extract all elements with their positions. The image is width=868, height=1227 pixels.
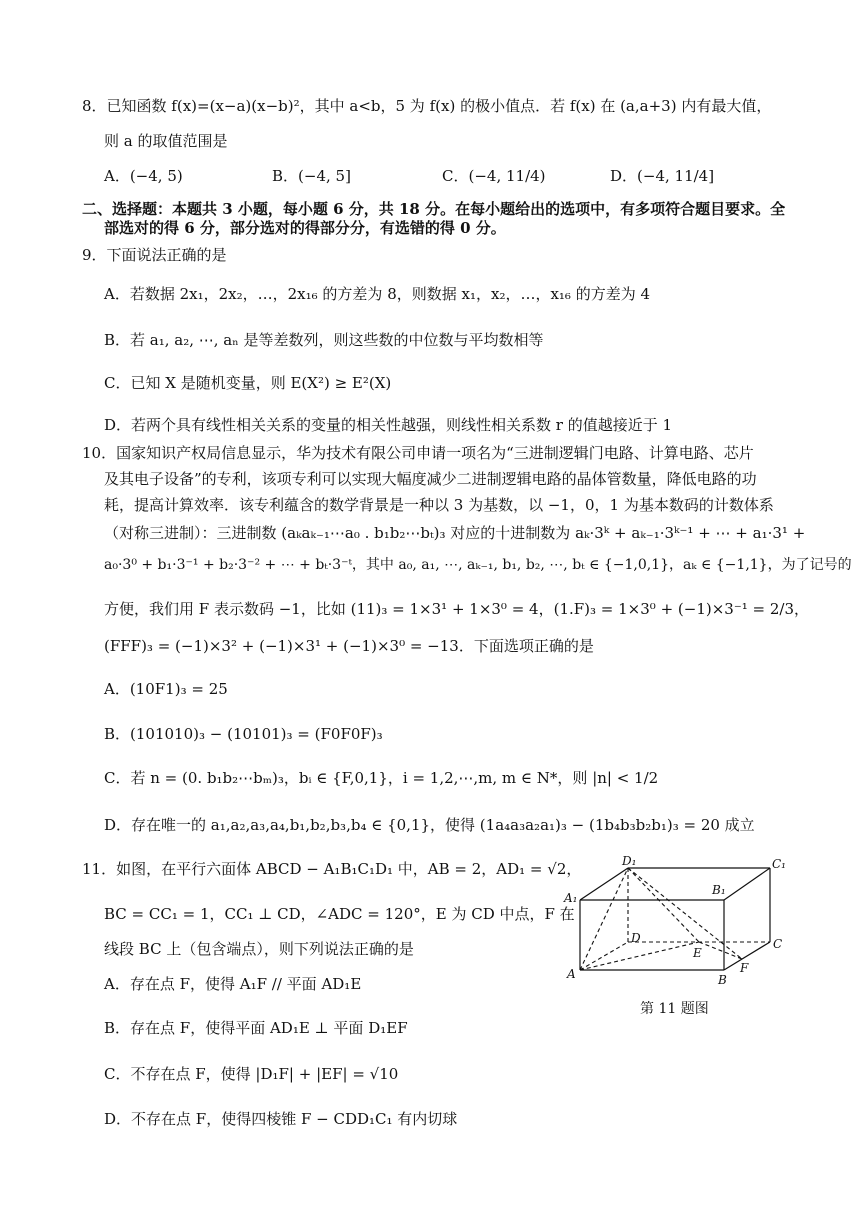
label-b: B xyxy=(718,973,727,986)
q8-option-d: D．(−4, 11/4] xyxy=(610,167,715,185)
q10-line6: 方便，我们用 F 表示数码 −1，比如 (11)₃ = 1×3¹ + 1×3⁰ = 4，(1.F)₃ = 1×3⁰ + (−1)×3⁻¹ = 2/3， xyxy=(104,600,810,618)
label-b1: B₁ xyxy=(712,883,726,897)
q10-line3: 耗，提高计算效率．该专利蕴含的数学背景是一种以 3 为基数，以 −1，0，1 为基本数码的计数体系 xyxy=(104,496,774,514)
q8-option-c: C．(−4, 11/4) xyxy=(442,167,546,185)
q10-option-a: A．(10F1)₃ = 25 xyxy=(104,680,228,698)
q10-line7: (FFF)₃ = (−1)×3² + (−1)×3¹ + (−1)×3⁰ = −13．下面选项正确的是 xyxy=(104,637,594,655)
section2-heading-line2: 部选对的得 6 分，部分选对的得部分分，有选错的得 0 分。 xyxy=(104,219,506,237)
q10-line2: 及其电子设备”的专利，该项专利可以实现大幅度减少二进制逻辑电路的晶体管数量，降低电路的功 xyxy=(104,470,757,488)
q11-option-b: B．存在点 F，使得平面 AD₁E ⊥ 平面 D₁EF xyxy=(104,1019,408,1037)
segment-e-f xyxy=(699,942,742,959)
q10-option-c: C．若 n = (0. b₁b₂⋯bₘ)₃，bᵢ ∈ {F,0,1}，i = 1,2,⋯,m, m ∈ N*，则 |n| < 1/2 xyxy=(104,769,659,787)
q11-option-a: A．存在点 F，使得 A₁F // 平面 AD₁E xyxy=(104,975,362,993)
segment-a-e xyxy=(580,942,699,970)
q10-line5: a₀·3⁰ + b₁·3⁻¹ + b₂·3⁻² + ⋯ + bₜ·3⁻ᵗ，其中 a₀, a₁, ⋯, aₖ₋₁, b₁, b₂, ⋯, bₜ ∈ {−1,0,1}，aₖ ∈ {−1,1}，为了记号的 xyxy=(104,557,852,573)
q10-option-d: D．存在唯一的 a₁,a₂,a₃,a₄,b₁,b₂,b₃,b₄ ∈ {0,1}，使得 (1a₄a₃a₂a₁)₃ − (1b₄b₃b₂b₁)₃ = 20 成立 xyxy=(104,816,755,834)
label-a: A xyxy=(567,967,576,981)
q11-line1: 11．如图，在平行六面体 ABCD − A₁B₁C₁D₁ 中，AB = 2，AD₁ = √2， xyxy=(82,860,582,878)
edge-b1-c1 xyxy=(724,868,770,900)
edge-a-d-hidden xyxy=(580,942,628,970)
q9-option-c: C．已知 X 是随机变量，则 E(X²) ≥ E²(X) xyxy=(104,374,392,392)
section2-heading-line1: 二、选择题：本题共 3 小题，每小题 6 分，共 18 分。在每小题给出的选项中，有多项符合题目要求。全 xyxy=(82,200,786,218)
q8-stem-line2: 则 a 的取值范围是 xyxy=(104,132,228,150)
q11-figure-caption: 第 11 题图 xyxy=(640,1001,709,1017)
q9-option-a: A．若数据 2x₁，2x₂，…，2x₁₆ 的方差为 8，则数据 x₁，x₂，…，x₁₆ 的方差为 4 xyxy=(104,285,651,303)
label-c: C xyxy=(773,937,783,951)
q10-line1: 10．国家知识产权局信息显示，华为技术有限公司申请一项名为“三进制逻辑门电路、计算电路、芯片 xyxy=(82,444,754,462)
q8-option-b: B．(−4, 5] xyxy=(272,167,351,185)
q11-line3: 线段 BC 上（包含端点），则下列说法正确的是 xyxy=(104,940,414,958)
q8-option-a: A．(−4, 5) xyxy=(104,167,183,185)
edge-a1-d1 xyxy=(580,868,628,900)
q10-option-b: B．(101010)₃ − (10101)₃ = (F0F0F)₃ xyxy=(104,725,383,743)
q9-option-b: B．若 a₁, a₂, ⋯, aₙ 是等差数列，则这些数的中位数与平均数相等 xyxy=(104,331,544,349)
label-e: E xyxy=(693,946,702,960)
q9-stem: 9．下面说法正确的是 xyxy=(82,246,227,264)
label-d1: D₁ xyxy=(622,856,637,868)
label-f: F xyxy=(740,961,749,975)
label-c1: C₁ xyxy=(772,857,786,871)
q11-option-d: D．不存在点 F，使得四棱锥 F − CDD₁C₁ 有内切球 xyxy=(104,1110,458,1128)
q8-stem-line1: 8．已知函数 f(x)=(x−a)(x−b)²，其中 a<b，5 为 f(x) 的极小值点．若 f(x) 在 (a,a+3) 内有最大值， xyxy=(82,97,772,115)
q11-option-c: C．不存在点 F，使得 |D₁F| + |EF| = √10 xyxy=(104,1065,399,1083)
label-d: D xyxy=(631,931,641,945)
label-a1: A₁ xyxy=(564,891,578,905)
q11-line2: BC = CC₁ = 1，CC₁ ⊥ CD，∠ADC = 120°，E 为 CD 中点，F 在 xyxy=(104,905,575,923)
q10-line4: （对称三进制）：三进制数 (aₖaₖ₋₁⋯a₀ . b₁b₂⋯bₜ)₃ 对应的十进制数为 aₖ·3ᵏ + aₖ₋₁·3ᵏ⁻¹ + ⋯ + a₁·3¹ + xyxy=(104,524,806,542)
q11-parallelepiped-figure xyxy=(562,856,792,986)
q9-option-d: D．若两个具有线性相关关系的变量的相关性越强，则线性相关系数 r 的值越接近于 1 xyxy=(104,416,673,434)
